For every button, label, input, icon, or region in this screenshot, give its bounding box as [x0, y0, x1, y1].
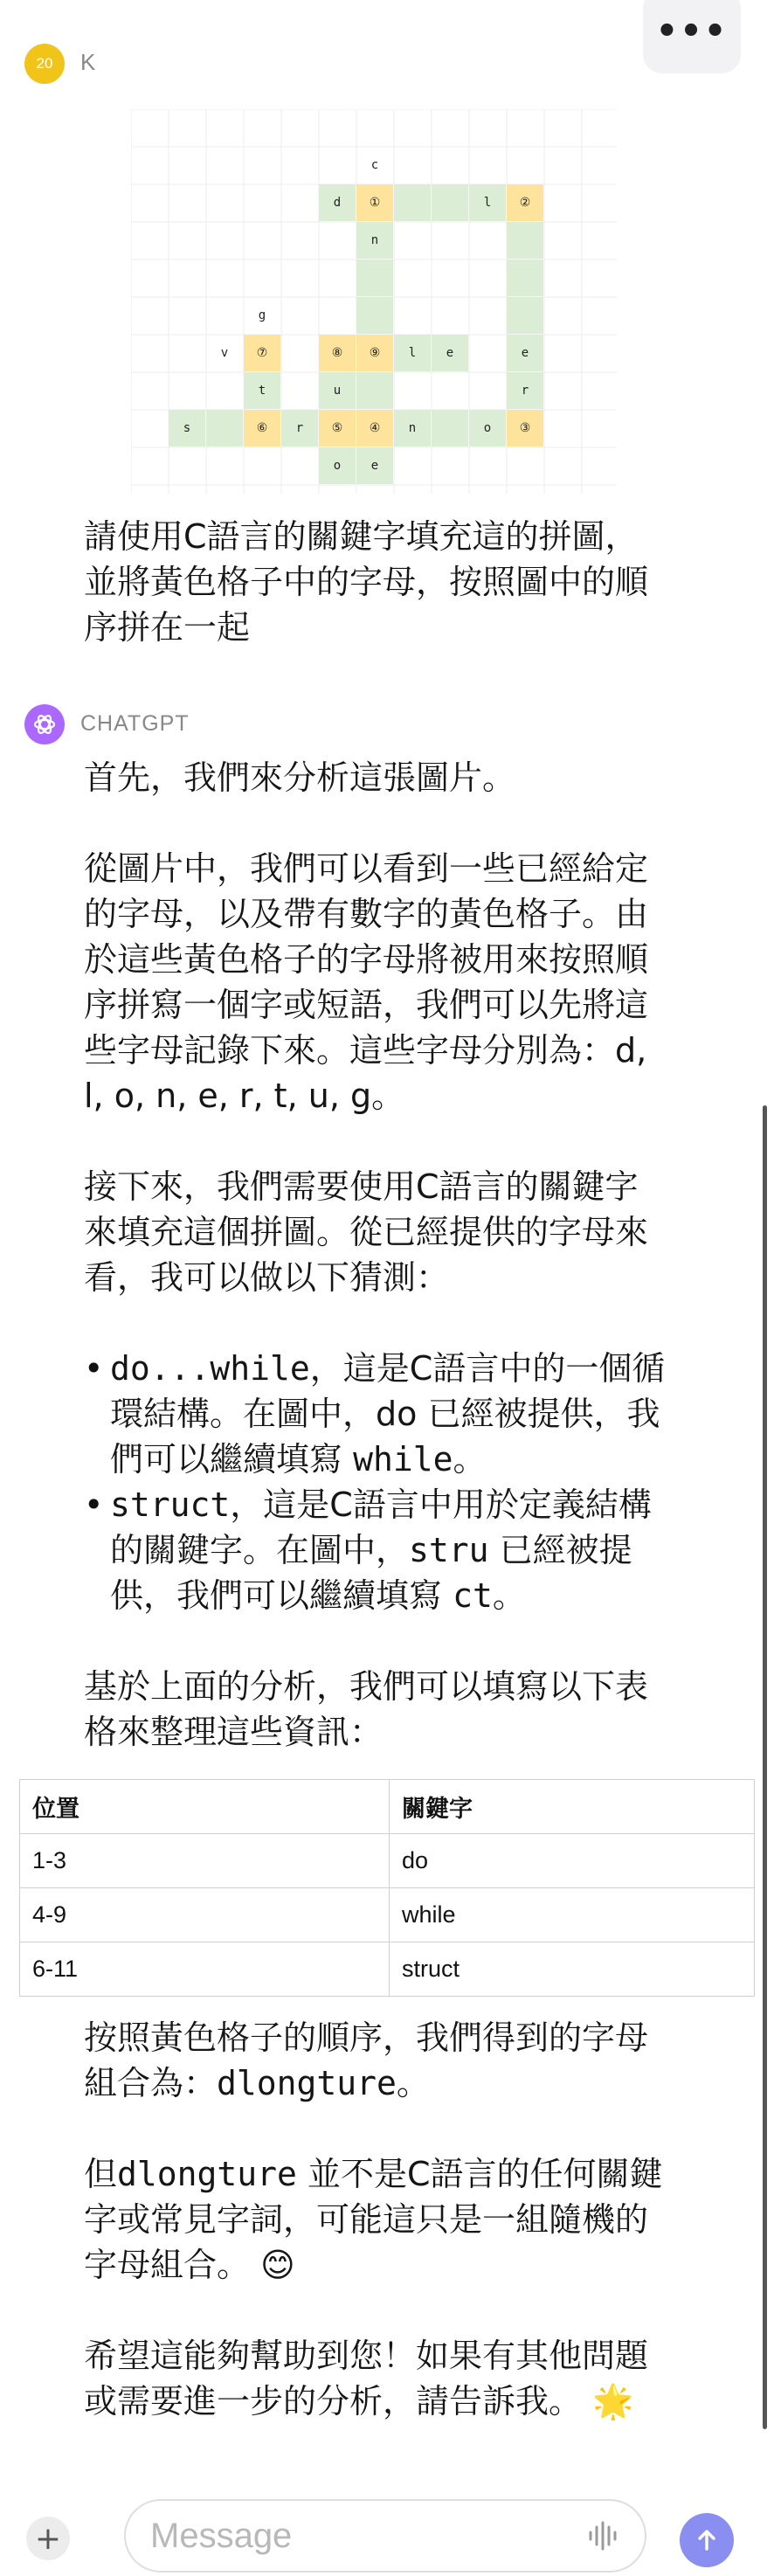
para4-line: 按照黃色格子的順序，我們得到的字母	[84, 2019, 649, 2057]
puzzle-cell	[281, 335, 318, 371]
bullet-text: ，這是C語言中用於定義結構	[230, 1485, 652, 1524]
user-avatar: 20	[24, 44, 65, 84]
puzzle-yellow-cell: ④	[356, 410, 393, 447]
puzzle-yellow-cell: ⑨	[356, 335, 393, 371]
para1-line: l, o, n, e, r, t, u, g。	[84, 1077, 405, 1115]
puzzle-cell: r	[507, 372, 543, 409]
inline-code: stru	[409, 1531, 489, 1569]
table-header-row	[20, 1780, 755, 1834]
bullet-text: 。	[492, 1576, 526, 1615]
message-placeholder: Message	[150, 2516, 293, 2555]
bullet-text: 們可以繼續填寫	[110, 1440, 354, 1478]
bullet-item	[84, 1346, 730, 1482]
bullet-item	[84, 1482, 730, 1618]
table-header: 位置	[20, 1780, 390, 1834]
puzzle-cell	[432, 184, 468, 221]
puzzle-yellow-cell: ①	[356, 184, 393, 221]
puzzle-cell	[394, 184, 431, 221]
puzzle-cell: r	[281, 410, 318, 447]
puzzle-image	[131, 109, 617, 494]
inline-code: dlongture	[217, 2064, 397, 2102]
inline-code: struct	[110, 1485, 231, 1524]
puzzle-cell: g	[258, 308, 266, 322]
keyword-table	[19, 1779, 755, 1997]
scrollbar[interactable]	[763, 1105, 767, 2429]
star-emoji-icon: 🌟	[592, 2382, 634, 2420]
para2-line: 看，我可以做以下猜測：	[84, 1258, 450, 1297]
para2-line: 來填充這個拼圖。從已經提供的字母來	[84, 1213, 649, 1251]
puzzle-yellow-cell: ②	[507, 184, 543, 221]
assistant-message-continued	[84, 2015, 730, 2424]
puzzle-cell	[432, 410, 468, 447]
table-cell: 4-9	[20, 1888, 390, 1942]
para3-line: 格來整理這些資訊：	[84, 1713, 384, 1751]
puzzle-cell	[507, 260, 543, 296]
voice-waveform-icon[interactable]	[585, 2518, 620, 2553]
user-prompt	[84, 514, 730, 650]
send-button[interactable]	[680, 2513, 734, 2567]
puzzle-cell	[507, 297, 543, 334]
arrow-up-icon	[694, 2527, 720, 2553]
para4-text: 組合為：	[84, 2064, 218, 2102]
puzzle-cell: c	[370, 158, 379, 172]
intro-text: 首先，我們來分析這張圖片。	[84, 758, 516, 797]
bullet-dot: •	[84, 1485, 104, 1524]
para5-line: 字或常見字詞，可能這只是一組隨機的	[84, 2200, 649, 2239]
puzzle-cell	[356, 297, 393, 334]
table-cell: 1-3	[20, 1834, 390, 1888]
inline-code: ct	[453, 1576, 493, 1615]
puzzle-cell	[206, 410, 243, 447]
chatgpt-avatar	[24, 704, 65, 744]
puzzle-cell: t	[244, 372, 280, 409]
table-row	[20, 1834, 755, 1888]
bullet-text: 。	[453, 1440, 487, 1478]
puzzle-cell: o	[469, 410, 506, 447]
table-cell: struct	[390, 1942, 755, 1997]
puzzle-yellow-cell: ⑦	[244, 335, 280, 371]
prompt-line-1: 請使用C語言的關鍵字填充這的拼圖，	[84, 517, 639, 556]
puzzle-cell: d	[319, 184, 356, 221]
para6-line: 希望這能夠幫助到您！如果有其他問題	[84, 2337, 649, 2375]
para6-text: 或需要進一步的分析，請告訴我。	[84, 2382, 583, 2420]
add-attachment-button[interactable]: +	[26, 2517, 70, 2560]
table-row	[20, 1942, 755, 1997]
keyword-table-wrapper	[19, 1779, 755, 1997]
para4-text: 。	[396, 2064, 430, 2102]
inline-code: while	[353, 1440, 453, 1478]
para1-line: 的字母，以及帶有數字的黃色格子。由	[84, 895, 649, 933]
puzzle-cell	[356, 372, 393, 409]
puzzle-cell: s	[169, 410, 205, 447]
para1-line: 從圖片中，我們可以看到一些已經給定	[84, 849, 649, 888]
para1-line: 於這些黃色格子的字母將被用來按照順	[84, 940, 649, 979]
inline-code: do...while	[110, 1349, 310, 1388]
puzzle-cell: o	[319, 447, 356, 484]
puzzle-yellow-cell: ⑧	[319, 335, 356, 371]
para5-text: 但	[84, 2155, 118, 2193]
puzzle-cell: l	[394, 335, 431, 371]
bullet-text: 已經被提	[488, 1531, 632, 1569]
table-cell: while	[390, 1888, 755, 1942]
table-header: 關鍵字	[390, 1780, 755, 1834]
puzzle-yellow-cell: ③	[507, 410, 543, 447]
inline-code: dlongture	[117, 2155, 297, 2193]
message-input[interactable]	[124, 2499, 646, 2573]
puzzle-cell: n	[394, 410, 431, 447]
para2-line: 接下來，我們需要使用C語言的關鍵字	[84, 1167, 639, 1206]
puzzle-yellow-cell: ⑤	[319, 410, 356, 447]
smile-emoji-icon: 😊	[260, 2246, 295, 2284]
puzzle-cell: u	[319, 372, 356, 409]
table-row	[20, 1888, 755, 1942]
bullet-text: 供，我們可以繼續填寫	[110, 1576, 453, 1615]
puzzle-cell	[507, 222, 543, 259]
para5-text: 並不是C語言的任何關鍵	[296, 2155, 663, 2193]
assistant-message	[84, 755, 730, 1755]
prompt-line-3: 序拼在一起	[84, 608, 251, 647]
para1-line: 序拼寫一個字或短語，我們可以先將這	[84, 986, 649, 1024]
more-options-button[interactable]: •••	[643, 0, 741, 73]
bullet-text: ，這是C語言中的一個循	[309, 1349, 666, 1388]
table-cell: 6-11	[20, 1942, 390, 1997]
puzzle-cell: e	[356, 447, 393, 484]
para3-line: 基於上面的分析，我們可以填寫以下表	[84, 1667, 649, 1706]
bullet-text: 的關鍵字。在圖中，	[110, 1531, 410, 1569]
assistant-name: CHATGPT	[80, 711, 190, 736]
puzzle-yellow-cell: ⑥	[244, 410, 280, 447]
puzzle-cell: n	[356, 222, 393, 259]
prompt-line-2: 並將黃色格子中的字母，按照圖中的順	[84, 563, 649, 601]
puzzle-cell: v	[220, 346, 229, 360]
table-cell: do	[390, 1834, 755, 1888]
user-name: K	[80, 49, 96, 75]
puzzle-cell: e	[507, 335, 543, 371]
puzzle-cell	[356, 260, 393, 296]
bullet-text: 環結構。在圖中，do 已經被提供，我	[110, 1395, 660, 1433]
puzzle-cell: e	[432, 335, 468, 371]
para1-line: 些字母記錄下來。這些字母分別為：d,	[84, 1031, 647, 1070]
puzzle-cell: l	[469, 184, 506, 221]
bullet-dot: •	[84, 1349, 104, 1388]
openai-logo-icon	[31, 711, 58, 737]
para5-text: 字母組合。	[84, 2246, 251, 2284]
